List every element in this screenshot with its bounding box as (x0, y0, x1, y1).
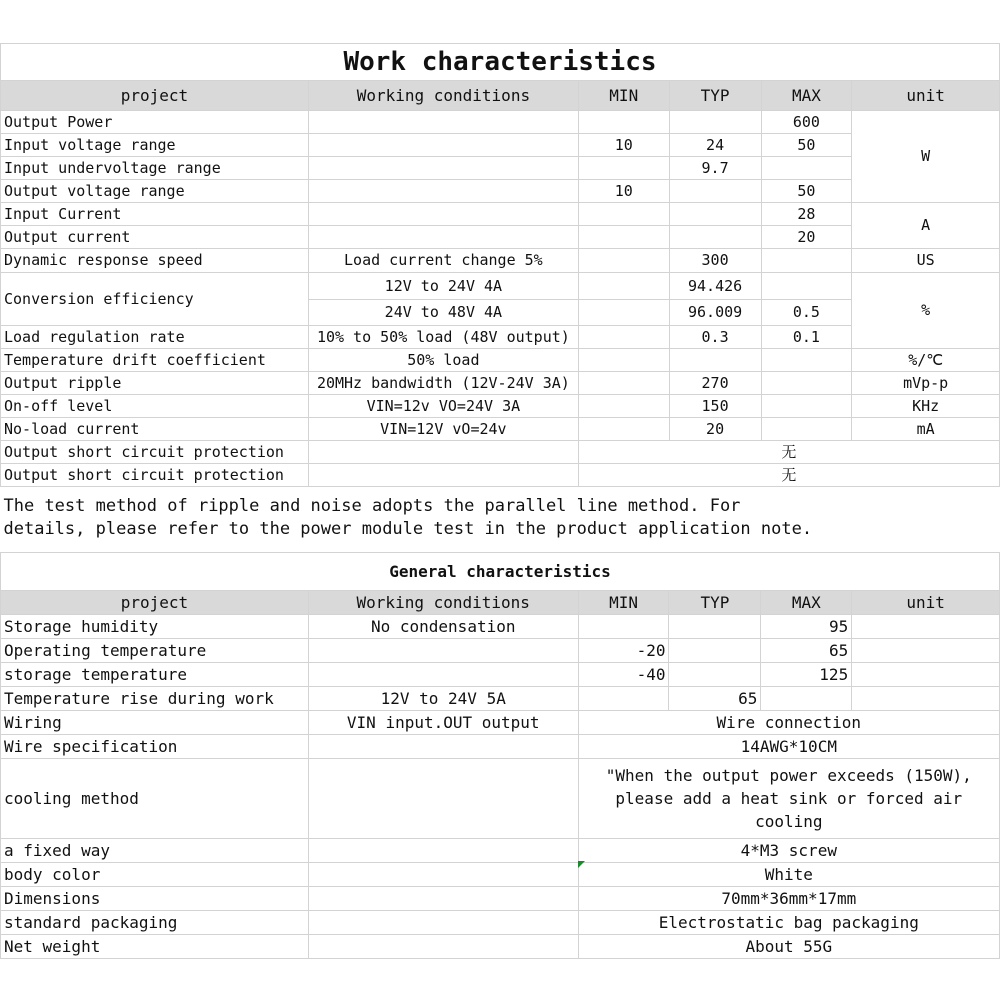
cond-cell (308, 663, 578, 687)
min-cell: 10 (578, 180, 669, 203)
table-row (1, 639, 1000, 663)
min-cell: -20 (578, 639, 669, 663)
max-cell: 95 (761, 615, 852, 639)
header-conditions: Working conditions (308, 81, 578, 111)
typ-cell: 96.009 (669, 300, 761, 326)
table-row (1, 735, 1000, 759)
header-max: MAX (761, 591, 852, 615)
unit-cell (852, 687, 1000, 711)
min-cell (578, 349, 669, 372)
typ-cell: 9.7 (669, 157, 761, 180)
typ-cell: 150 (669, 395, 761, 418)
project-cell: Temperature drift coefficient (1, 349, 309, 372)
cond-cell (308, 639, 578, 663)
cond-cell: VIN=12V vO=24v (308, 418, 578, 441)
typ-cell (669, 180, 761, 203)
cond-cell: 50% load (308, 349, 578, 372)
max-cell: 600 (761, 111, 852, 134)
table-row (1, 349, 1000, 372)
min-cell (578, 203, 669, 226)
cond-cell (308, 887, 578, 911)
min-cell (578, 687, 669, 711)
project-cell: Output short circuit protection (1, 441, 309, 464)
project-cell: standard packaging (1, 911, 309, 935)
typ-cell (669, 349, 761, 372)
value-cell: White (578, 863, 999, 887)
min-cell (578, 226, 669, 249)
table-row (1, 464, 1000, 487)
value-cell: Wire connection (578, 711, 999, 735)
table-row (1, 326, 1000, 349)
value-cell: Electrostatic bag packaging (578, 911, 999, 935)
cond-cell: 12V to 24V 5A (308, 687, 578, 711)
project-cell: Output current (1, 226, 309, 249)
project-cell: Input voltage range (1, 134, 309, 157)
project-cell: Wire specification (1, 735, 309, 759)
min-cell: 10 (578, 134, 669, 157)
table-row (1, 157, 1000, 180)
project-cell: body color (1, 863, 309, 887)
max-cell: 50 (761, 180, 852, 203)
table-row (1, 863, 1000, 887)
table-row (1, 887, 1000, 911)
value-cell: 无 (578, 464, 999, 487)
cond-cell (308, 935, 578, 959)
unit-cell: W (852, 111, 1000, 203)
table-row (1, 839, 1000, 863)
table-row (1, 615, 1000, 639)
cond-cell (308, 203, 578, 226)
max-cell: 28 (761, 203, 852, 226)
header-unit: unit (852, 81, 1000, 111)
max-cell (761, 157, 852, 180)
cond-cell: 12V to 24V 4A (308, 273, 578, 300)
cond-cell: VIN input.OUT output (308, 711, 578, 735)
header-typ: TYP (669, 81, 761, 111)
table-row (1, 759, 1000, 839)
value-cell: 70mm*36mm*17mm (578, 887, 999, 911)
unit-cell: %/℃ (852, 349, 1000, 372)
cond-cell (308, 759, 578, 839)
table-row (1, 687, 1000, 711)
table-row (1, 935, 1000, 959)
max-cell (761, 418, 852, 441)
typ-cell (669, 111, 761, 134)
max-cell: 0.1 (761, 326, 852, 349)
cond-cell (308, 863, 578, 887)
header-conditions: Working conditions (308, 591, 578, 615)
cond-cell (308, 839, 578, 863)
unit-cell (852, 663, 1000, 687)
typ-cell: 270 (669, 372, 761, 395)
table-row (1, 180, 1000, 203)
typ-cell (669, 663, 761, 687)
header-project: project (1, 591, 309, 615)
max-cell (761, 372, 852, 395)
header-unit: unit (852, 591, 1000, 615)
cond-cell (308, 226, 578, 249)
cond-cell (308, 111, 578, 134)
cond-cell: 24V to 48V 4A (308, 300, 578, 326)
max-cell: 65 (761, 639, 852, 663)
typ-cell: 94.426 (669, 273, 761, 300)
cond-cell (308, 134, 578, 157)
header-typ: TYP (669, 591, 761, 615)
cell-comment-marker (578, 861, 585, 868)
unit-cell: US (852, 249, 1000, 273)
cond-cell (308, 911, 578, 935)
project-cell: a fixed way (1, 839, 309, 863)
max-cell (761, 349, 852, 372)
value-cell: About 55G (578, 935, 999, 959)
min-cell (578, 372, 669, 395)
project-cell: Dynamic response speed (1, 249, 309, 273)
cond-cell: 10% to 50% load (48V output) (308, 326, 578, 349)
typ-cell (669, 226, 761, 249)
general-title: General characteristics (1, 553, 1000, 591)
typ-cell: 300 (669, 249, 761, 273)
cond-cell: VIN=12v VO=24V 3A (308, 395, 578, 418)
project-cell: Input Current (1, 203, 309, 226)
min-cell (578, 615, 669, 639)
max-cell (761, 273, 852, 300)
min-cell (578, 395, 669, 418)
cond-cell (308, 157, 578, 180)
project-cell: storage temperature (1, 663, 309, 687)
min-cell (578, 418, 669, 441)
table-row (1, 663, 1000, 687)
min-cell: -40 (578, 663, 669, 687)
min-cell (578, 249, 669, 273)
unit-cell: % (852, 273, 1000, 349)
header-max: MAX (761, 81, 852, 111)
value-cell: 14AWG*10CM (578, 735, 999, 759)
unit-cell: KHz (852, 395, 1000, 418)
cond-cell (308, 441, 578, 464)
table-row (1, 203, 1000, 226)
header-project: project (1, 81, 309, 111)
cond-cell (308, 464, 578, 487)
project-cell: Output voltage range (1, 180, 309, 203)
typ-cell: 20 (669, 418, 761, 441)
project-cell: Storage humidity (1, 615, 309, 639)
project-cell: Output ripple (1, 372, 309, 395)
typ-cell: 24 (669, 134, 761, 157)
cond-cell (308, 180, 578, 203)
project-cell: No-load current (1, 418, 309, 441)
table-row (1, 441, 1000, 464)
table-row (1, 372, 1000, 395)
max-cell (761, 249, 852, 273)
max-cell: 125 (761, 663, 852, 687)
project-cell: Operating temperature (1, 639, 309, 663)
cond-cell: No condensation (308, 615, 578, 639)
project-cell: Input undervoltage range (1, 157, 309, 180)
max-cell (761, 395, 852, 418)
cond-cell (308, 735, 578, 759)
max-cell: 20 (761, 226, 852, 249)
work-title: Work characteristics (1, 44, 1000, 81)
typ-cell (669, 615, 761, 639)
project-cell: Output Power (1, 111, 309, 134)
table-row (1, 395, 1000, 418)
min-cell (578, 273, 669, 300)
general-characteristics-table (0, 552, 1000, 959)
header-min: MIN (578, 81, 669, 111)
value-cell: "When the output power exceeds (150W), please add a heat sink or forced air cooling (578, 759, 999, 839)
min-cell (578, 300, 669, 326)
min-cell (578, 157, 669, 180)
table-row (1, 711, 1000, 735)
min-cell (578, 326, 669, 349)
typ-cell: 65 (669, 687, 761, 711)
typ-cell (669, 203, 761, 226)
table-row (1, 273, 1000, 300)
table-row (1, 911, 1000, 935)
project-cell: Dimensions (1, 887, 309, 911)
typ-cell: 0.3 (669, 326, 761, 349)
unit-cell: mA (852, 418, 1000, 441)
unit-cell: A (852, 203, 1000, 249)
table-row (1, 226, 1000, 249)
table-row (1, 249, 1000, 273)
value-cell: 无 (578, 441, 999, 464)
table-row (1, 134, 1000, 157)
project-cell: Net weight (1, 935, 309, 959)
typ-cell (669, 639, 761, 663)
project-cell: Load regulation rate (1, 326, 309, 349)
project-cell: Output short circuit protection (1, 464, 309, 487)
value-cell: 4*M3 screw (578, 839, 999, 863)
cond-cell: Load current change 5% (308, 249, 578, 273)
cond-cell: 20MHz bandwidth (12V-24V 3A) (308, 372, 578, 395)
max-cell: 50 (761, 134, 852, 157)
max-cell: 0.5 (761, 300, 852, 326)
header-min: MIN (578, 591, 669, 615)
project-cell: Conversion efficiency (1, 273, 309, 326)
unit-cell (852, 615, 1000, 639)
min-cell (578, 111, 669, 134)
project-cell: On-off level (1, 395, 309, 418)
table-row (1, 111, 1000, 134)
ripple-note: The test method of ripple and noise adopts the parallel line method. For details, please refer to the power module test in the product application note. (3, 495, 813, 539)
max-cell (761, 687, 852, 711)
unit-cell (852, 639, 1000, 663)
unit-cell: mVp-p (852, 372, 1000, 395)
work-characteristics-table (0, 43, 1000, 549)
table-row (1, 418, 1000, 441)
project-cell: Wiring (1, 711, 309, 735)
project-cell: cooling method (1, 759, 309, 839)
project-cell: Temperature rise during work (1, 687, 309, 711)
